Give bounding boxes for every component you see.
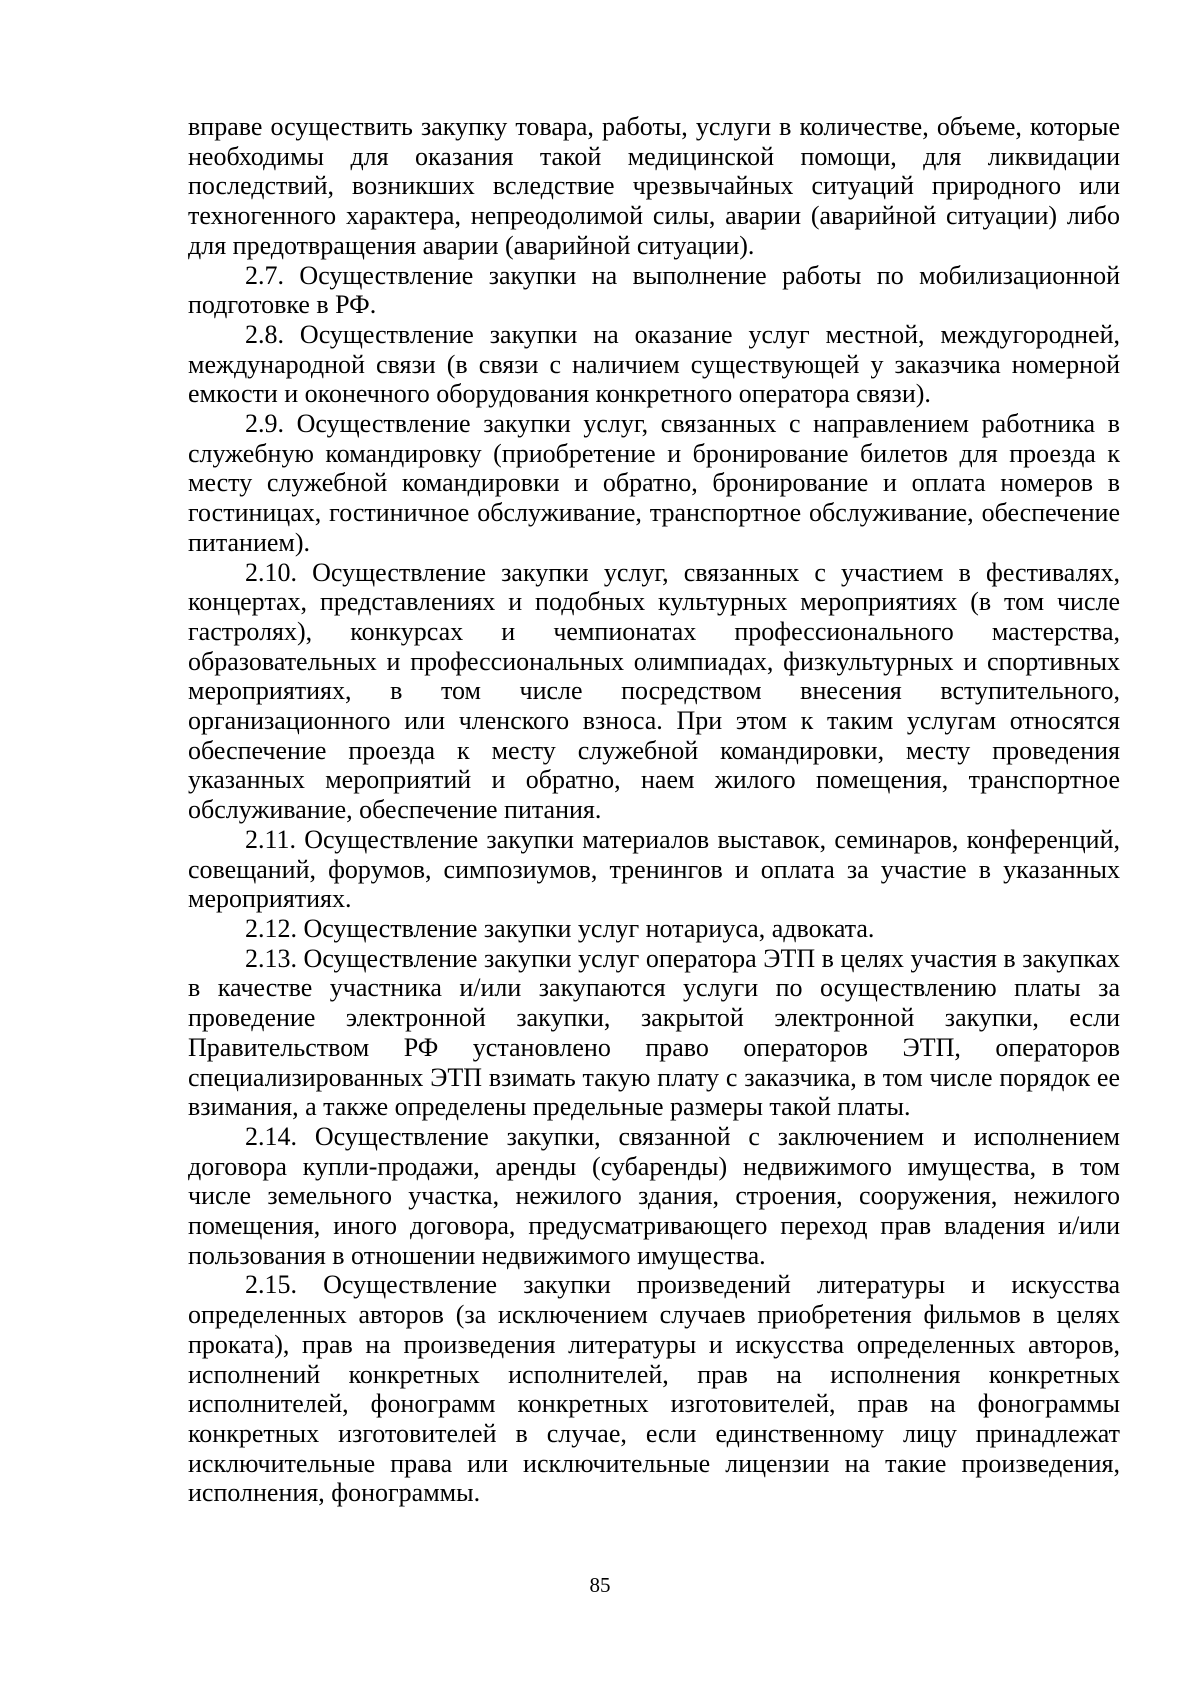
paragraph-2-10: 2.10. Осуществление закупки услуг, связанных с участием в фестивалях, концертах, представлениях и подобных культурных мероприятиях (в том числе гастролях), конкурсах и чемпионатах профессионального мастерства, образовательных и профессиональных олимпиадах, физкультурных и спортивных мероприятиях, в том числе посредством внесения вступительного, организационного или членского взноса. При этом к таким услугам относятся обеспечение проезда к месту служебной командировки, месту проведения указанных мероприятий и обратно, наем жилого помещения, транспортное обслуживание, обеспечение питания.: [188, 557, 1120, 825]
paragraph-continuation: вправе осуществить закупку товара, работы, услуги в количестве, объеме, которые необходимы для оказания такой медицинской помощи, для ликвидации последствий, возникших вследствие чрезвычайных ситуаций природного или техногенного характера, непреодолимой силы, аварии (аварийной ситуации) либо для предотвращения аварии (аварийной ситуации).: [188, 112, 1120, 260]
paragraph-2-9: 2.9. Осуществление закупки услуг, связанных с направлением работника в служебную командировку (приобретение и бронирование билетов для проезда к месту служебной командировки и обратно, бронирование и оплата номеров в гостиницах, гостиничное обслуживание, транспортное обслуживание, обеспечение питанием).: [188, 409, 1120, 557]
paragraph-2-8: 2.8. Осуществление закупки на оказание услуг местной, междугородней, международной связи (в связи с наличием существующей у заказчика номерной емкости и оконечного оборудования конкретного оператора связи).: [188, 319, 1120, 409]
document-body: [188, 112, 1120, 1508]
paragraph-2-15: 2.15. Осуществление закупки произведений литературы и искусства определенных авторов (за исключением случаев приобретения фильмов в целях проката), прав на произведения литературы и искусства определенных авторов, исполнений конкретных исполнителей, прав на исполнения конкретных исполнителей, фонограмм конкретных изготовителей, прав на фонограммы конкретных изготовителей в случае, если единственному лицу принадлежат исключительные права или исключительные лицензии на такие произведения, исполнения, фонограммы.: [188, 1270, 1120, 1508]
paragraph-2-7: 2.7. Осуществление закупки на выполнение работы по мобилизационной подготовке в РФ.: [188, 260, 1120, 320]
paragraph-2-11: 2.11. Осуществление закупки материалов выставок, семинаров, конференций, совещаний, форумов, симпозиумов, тренингов и оплата за участие в указанных мероприятиях.: [188, 824, 1120, 914]
paragraph-2-12: 2.12. Осуществление закупки услуг нотариуса, адвоката.: [245, 913, 875, 943]
page-number: 85: [589, 1573, 611, 1597]
paragraph-2-14: 2.14. Осуществление закупки, связанной с заключением и исполнением договора купли-продажи, аренды (субаренды) недвижимого имущества, в том числе земельного участка, нежилого здания, строения, сооружения, нежилого помещения, иного договора, предусматривающего переход прав владения и/или пользования в отношении недвижимого имущества.: [188, 1121, 1120, 1270]
paragraph-2-13: 2.13. Осуществление закупки услуг оператора ЭТП в целях участия в закупках в качестве участника и/или закупаются услуги по осуществлению платы за проведение электронной закупки, закрытой электронной закупки, если Правительством РФ установлено право операторов ЭТП, операторов специализированных ЭТП взимать такую плату с заказчика, в том числе порядок ее взимания, а также определены предельные размеры такой платы.: [188, 943, 1120, 1122]
